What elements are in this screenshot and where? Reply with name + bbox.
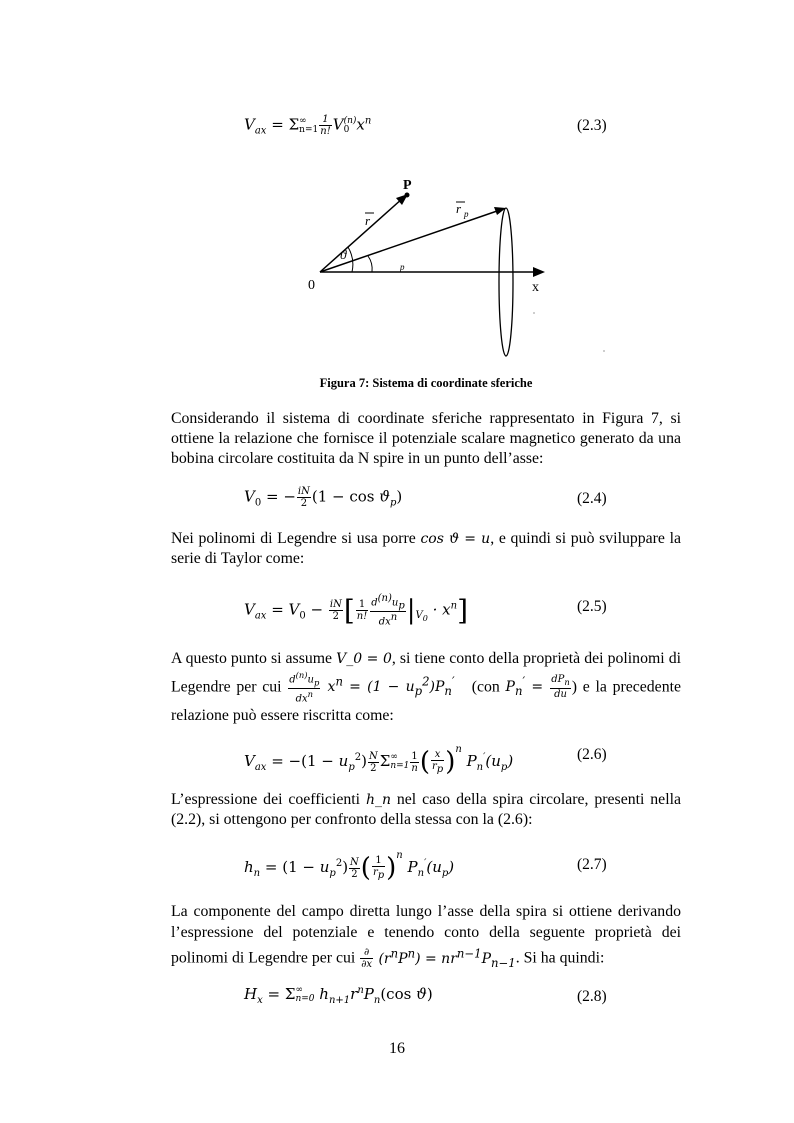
legendre-property: $\frac{d^{(n)}u_p}{dx^n}$ $x^n = (1 - u_p^2)P_n'$: [289, 670, 455, 705]
rp-vector: [320, 210, 500, 272]
label-rp: r: [456, 201, 462, 216]
spherical-coordinates-figure: [290, 175, 620, 365]
label-rho: p: [400, 262, 405, 272]
inline-math: $\frac{\partial}{\partial x}$ $(r^nP^n) = nr^{n-1}P_{n-1}$: [361, 946, 516, 971]
label-theta: ϑ: [340, 247, 347, 262]
theta-arc: [348, 247, 353, 272]
x-axis-arrowhead: [533, 267, 545, 277]
figure-caption: Figura 7: Sistema di coordinate sferiche: [319, 376, 533, 390]
label-origin: 0: [308, 278, 315, 293]
equation-number: (2.3): [577, 117, 607, 134]
equation-number: (2.7): [577, 856, 607, 873]
speck: [533, 312, 534, 313]
label-rp-sub: p: [464, 209, 469, 219]
page-number: 16: [389, 1040, 405, 1057]
paragraph: A questo punto si assume V_0 = 0, si tiene conto della proprietà dei polinomi di Legendre per cui $\frac{d^{(n)}u_p}{dx^n}$ $x^n = (1 - u_p^2)P_n'$ (con $P_n'$ = $\frac{dP_n}{du}$ ) e la precedente relazione può essere riscritta come:: [171, 650, 681, 724]
speck: [603, 350, 604, 351]
paragraph: Considerando il sistema di coordinate sferiche rappresentato in Figura 7, si ottiene la relazione che fornisce il potenziale scalare magnetico generato da una bobina circolare costituita da N spire in un punto dell’asse:: [171, 410, 681, 467]
equation-2-8: $H_x = \Sigma$ ∞ n=0 $h_{n+1}r^nP_n(\cos$ ϑ): [244, 985, 433, 1006]
label-p: P: [403, 178, 412, 193]
theta-p-arc: [368, 256, 372, 272]
equation-number: (2.6): [577, 746, 607, 763]
coil-ellipse: [499, 208, 513, 356]
inline-math: V_0 = 0: [336, 651, 392, 667]
paragraph: La componente del campo diretta lungo l’asse della spira si ottiene derivando l’espressione del potenziale e tenendo conto della seguente proprietà dei polinomi di Legendre per cui $\frac{\partial}{\partial x}$ $(r^nP^n) = nr^{n-1}P_{n-1}$. Si ha quindi:: [171, 903, 681, 971]
equation-number: (2.4): [577, 490, 607, 507]
equation-2-4: $V_0$ = − $\frac{iN}{2}$ $(1 - \cos ϑ_p)$: [244, 486, 403, 509]
label-x: x: [532, 280, 539, 295]
equation-2-6: $V_{ax} = -(1 - u_p^2)$ $\frac{N}{2}$ Σ ∞ n=1 $\frac{1}{n}$ ( $\frac{x}{r_p}$ )$^n$ $P_n'(u_p)$: [244, 744, 514, 777]
equation-2-3: $V_{ax} = \Sigma$ ∞ n=1 $\frac{1}{n!}$ V (n) 0 $x^n$: [244, 114, 372, 137]
point-p: [405, 193, 410, 198]
paragraph: L’espressione dei coefficienti h_n nel caso della spira circolare, presenti nella (2.2), si ottengono per confronto della stessa con la (2.6):: [171, 791, 681, 828]
equation-number: (2.5): [577, 598, 607, 615]
equation-2-5: $V_{ax} = V_0$ − $\frac{iN}{2}$ [ $\frac{1}{n!}$ $\frac{d^{(n)}u_p}{dx^n}$ $|_{V_0} \cdot x^n$]: [244, 593, 468, 628]
equation-2-7: $h_n = (1 - u_p^2)$ $\frac{N}{2}$ ( $\frac{1}{r_p}$ )$^n$ $P_n'(u_p)$: [244, 850, 455, 883]
equation-number: (2.8): [577, 988, 607, 1005]
paragraph: Nei polinomi di Legendre si usa porre cos ϑ = u, e quindi si può sviluppare la serie di Taylor come:: [171, 530, 682, 567]
inline-math: h_n: [365, 792, 391, 808]
label-r: r: [365, 213, 371, 228]
r-vector: [320, 198, 403, 272]
inline-math: cos ϑ = u: [420, 531, 491, 547]
